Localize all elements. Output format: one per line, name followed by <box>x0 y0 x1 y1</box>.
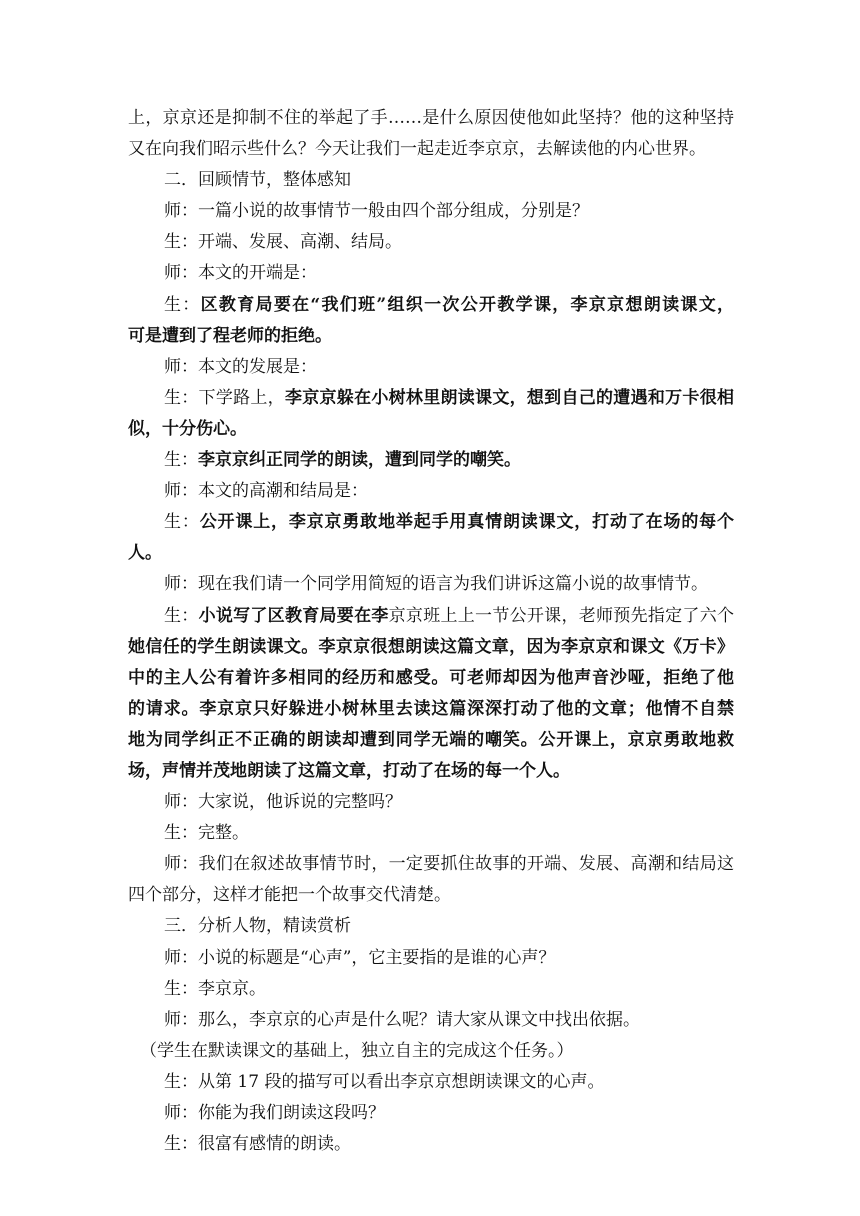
line-text: 师：本文的开端是： <box>164 263 317 284</box>
line-bold-text: 区教育局要在“我们班”组织一次公开教学课，李京京想朗读课文， <box>200 294 734 315</box>
line-text: 生： <box>164 450 198 471</box>
text-line <box>128 849 734 880</box>
text-line <box>128 911 734 942</box>
line-bold-text: 地为同学纠正不正确的朗读却遭到同学无端的嘲笑。公开课上，京京勇敢地救 <box>128 729 734 750</box>
line-bold-text: 她信任的学生朗读课文。李京京很想朗读这篇文章，因为李京京和课文《万卡》 <box>128 636 734 657</box>
line-text: 师：我们在叙述故事情节时，一定要抓住故事的开端、发展、高潮和结局这 <box>164 854 734 875</box>
text-line <box>128 165 734 196</box>
text-line <box>128 321 734 352</box>
line-text: 生：从第 17 段的描写可以看出李京京想朗读课文的心声。 <box>164 1071 605 1092</box>
line-bold-text: 似，十分伤心。 <box>128 418 247 439</box>
line-bold-text: 可是遭到了程老师的拒绝。 <box>128 325 332 346</box>
text-line <box>128 103 734 134</box>
text-line <box>128 694 734 725</box>
text-line <box>128 1005 734 1036</box>
text-line <box>128 756 734 787</box>
text-line <box>128 943 734 974</box>
text-line <box>128 1036 734 1067</box>
text-line <box>128 227 734 258</box>
line-bold-text: 的请求。李京京只好躲进小树林里去读这篇深深打动了他的文章；他情不自禁 <box>128 698 734 719</box>
text-line <box>128 414 734 445</box>
text-line <box>128 1067 734 1098</box>
text-line <box>128 818 734 849</box>
line-text: 生： <box>164 294 201 315</box>
text-line <box>128 974 734 1005</box>
line-text: 师：你能为我们朗读这段吗？ <box>164 1103 385 1123</box>
text-line <box>128 787 734 818</box>
line-text: 师：本文的高潮和结局是： <box>164 481 368 502</box>
line-text: （学生在默读课文的基础上，独立自主的完成这个任务。） <box>140 1040 574 1061</box>
line-text: 生：完整。 <box>164 823 249 844</box>
line-text: 三．分析人物，精读赏析 <box>164 916 351 937</box>
text-line <box>128 1098 734 1129</box>
text-line <box>128 569 734 600</box>
line-text: 上，京京还是抑制不住的举起了手……是什么原因使他如此坚持？他的这种坚持 <box>128 108 734 128</box>
text-line <box>128 880 734 911</box>
line-trailing-text: 京京班上上一节公开课，老师预先指定了六个 <box>388 605 734 626</box>
line-text: 生：下学路上， <box>164 387 285 408</box>
line-text: 四个部分，这样才能把一个故事交代清楚。 <box>128 885 451 906</box>
line-text: 师：大家说，他诉说的完整吗？ <box>164 792 402 813</box>
text-line <box>128 134 734 165</box>
line-text: 生： <box>164 605 199 626</box>
text-line <box>128 445 734 476</box>
line-bold-text: 李京京纠正同学的朗读，遭到同学的嘲笑。 <box>198 450 521 471</box>
text-line <box>128 663 734 694</box>
document-body <box>128 103 734 1160</box>
line-text: 生：开端、发展、高潮、结局。 <box>164 232 402 253</box>
text-line <box>128 258 734 289</box>
text-line <box>128 290 734 321</box>
text-line <box>128 507 734 538</box>
line-bold-text: 小说写了区教育局要在李 <box>198 605 389 626</box>
line-bold-text: 公开课上，李京京勇敢地举起手用真情朗读课文，打动了在场的每个 <box>199 512 735 533</box>
line-text: 师：现在我们请一个同学用简短的语言为我们讲诉这篇小说的故事情节。 <box>164 574 708 595</box>
text-line <box>128 1129 734 1160</box>
line-text: 师：本文的发展是： <box>164 356 317 377</box>
line-bold-text: 人。 <box>128 543 162 564</box>
line-bold-text: 场，声情并茂地朗读了这篇文章，打动了在场的每一个人。 <box>128 760 570 781</box>
line-bold-text: 李京京躲在小树林里朗读课文，想到自己的遭遇和万卡很相 <box>284 387 734 408</box>
line-text: 又在向我们昭示些什么？今天让我们一起走近李京京，去解读他的内心世界。 <box>128 139 706 160</box>
text-line <box>128 632 734 663</box>
text-line <box>128 601 734 632</box>
line-text: 师：小说的标题是“心声”，它主要指的是谁的心声？ <box>164 947 556 968</box>
line-bold-text: 中的主人公有着许多相同的经历和感受。可老师却因为他声音沙哑，拒绝了他 <box>128 667 734 688</box>
text-line <box>128 538 734 569</box>
text-line <box>128 725 734 756</box>
line-text: 二．回顾情节，整体感知 <box>164 170 351 191</box>
line-text: 师：那么，李京京的心声是什么呢？请大家从课文中找出依据。 <box>164 1009 640 1030</box>
line-text: 生：很富有感情的朗读。 <box>164 1134 351 1155</box>
text-line <box>128 352 734 383</box>
text-line <box>128 196 734 227</box>
text-line <box>128 383 734 414</box>
line-text: 师：一篇小说的故事情节一般由四个部分组成，分别是？ <box>164 201 589 222</box>
line-text: 生：李京京。 <box>164 978 266 999</box>
line-text: 生： <box>164 512 200 533</box>
text-line <box>128 476 734 507</box>
